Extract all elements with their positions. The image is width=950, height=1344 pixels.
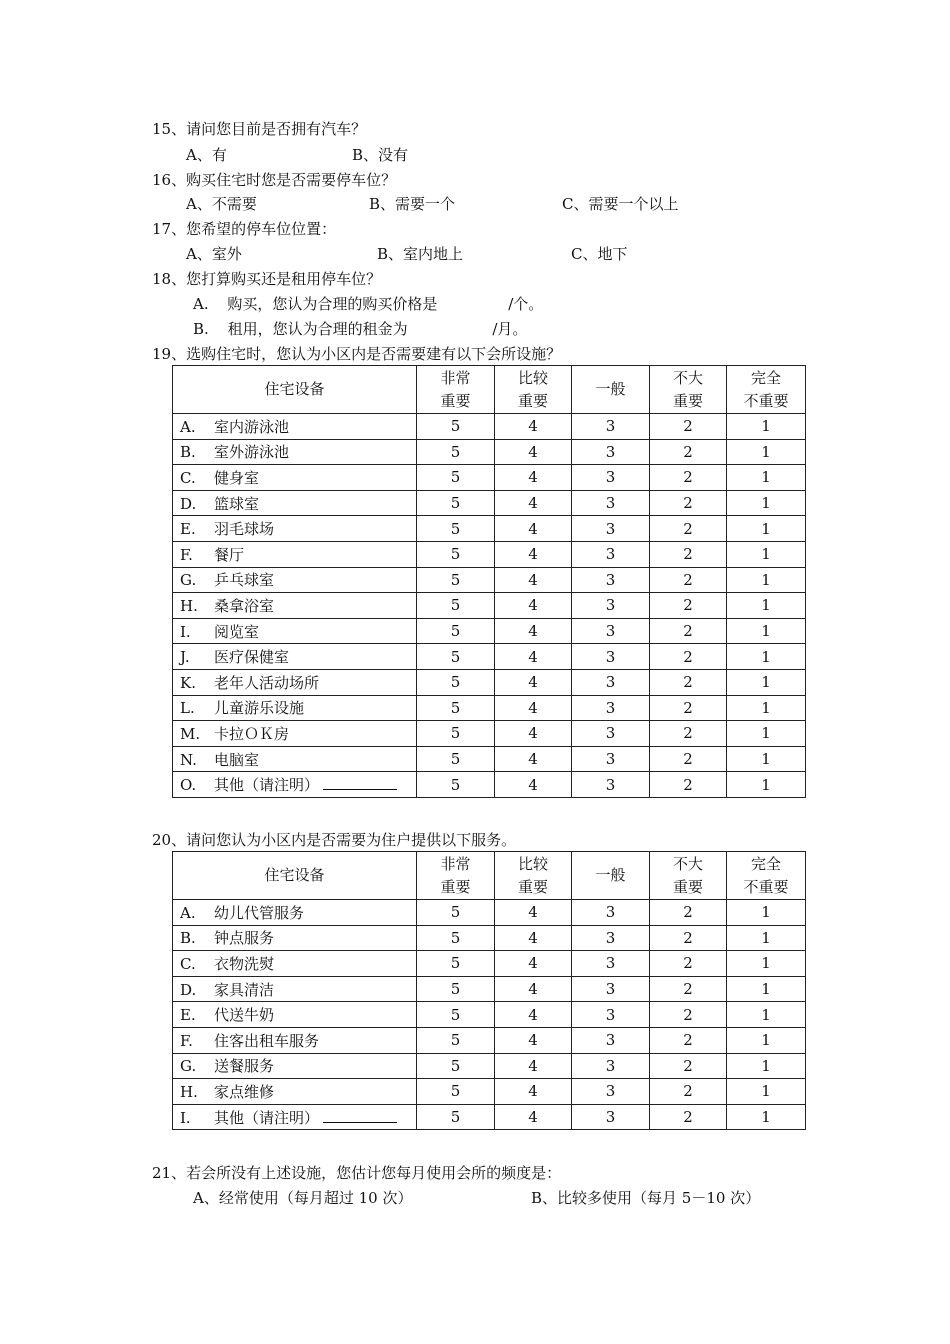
score-option[interactable]: 3	[572, 618, 650, 644]
table-row	[173, 465, 806, 491]
score-option[interactable]: 3	[572, 414, 650, 440]
row-letter: G.	[180, 1057, 197, 1076]
header-average: 一般	[572, 852, 650, 900]
table-row	[173, 1053, 806, 1079]
score-option[interactable]: 1	[727, 490, 806, 516]
row-label	[173, 490, 417, 516]
row-label	[173, 414, 417, 440]
question-19: 19、选购住宅时，您认为小区内是否需要建有以下会所设施？	[152, 345, 562, 363]
score-option[interactable]: 3	[572, 721, 650, 747]
q16-option-c[interactable]: C、需要一个以上	[562, 195, 679, 213]
row-letter: G.	[180, 571, 197, 590]
score-option[interactable]: 5	[417, 1104, 495, 1130]
score-option[interactable]: 5	[417, 721, 495, 747]
score-option[interactable]: 2	[650, 669, 727, 695]
score-option[interactable]: 5	[417, 490, 495, 516]
score-option[interactable]: 3	[572, 541, 650, 567]
table-row	[173, 976, 806, 1002]
row-letter: A.	[180, 417, 196, 436]
row-label	[173, 465, 417, 491]
score-option[interactable]: 1	[727, 746, 806, 772]
row-label	[173, 746, 417, 772]
row-item: 篮球室	[214, 494, 260, 513]
score-option[interactable]: 2	[650, 925, 727, 951]
header-fairly-important: 比较 重要	[495, 366, 572, 414]
table-row	[173, 618, 806, 644]
table-row	[173, 695, 806, 721]
score-option[interactable]: 3	[572, 490, 650, 516]
header-fairly-important: 比较 重要	[495, 852, 572, 900]
row-label	[173, 1002, 417, 1028]
table-header-row	[173, 852, 806, 900]
score-option[interactable]: 5	[417, 746, 495, 772]
score-option[interactable]: 3	[572, 567, 650, 593]
q18-b-letter: B.	[193, 320, 209, 338]
score-option[interactable]: 4	[495, 746, 572, 772]
question-16: 16、购买住宅时您是否需要停车位？	[152, 171, 397, 189]
row-letter: E.	[180, 520, 196, 539]
score-option[interactable]: 1	[727, 925, 806, 951]
row-label	[173, 439, 417, 465]
score-option[interactable]: 3	[572, 1027, 650, 1053]
q18-option-a[interactable]	[193, 293, 543, 314]
score-option[interactable]: 3	[572, 695, 650, 721]
table-row	[173, 1002, 806, 1028]
row-item: 其他（请注明）	[214, 776, 320, 795]
score-option[interactable]: 5	[417, 541, 495, 567]
score-option[interactable]: 5	[417, 644, 495, 670]
row-item: 室内游泳池	[214, 417, 290, 436]
row-item: 健身室	[214, 468, 260, 487]
score-option[interactable]: 1	[727, 593, 806, 619]
row-label	[173, 1104, 417, 1130]
table-header-row	[173, 366, 806, 414]
score-option[interactable]: 4	[495, 593, 572, 619]
score-option[interactable]: 5	[417, 465, 495, 491]
score-option[interactable]: 5	[417, 1079, 495, 1105]
table-row	[173, 721, 806, 747]
score-option[interactable]: 5	[417, 414, 495, 440]
score-option[interactable]: 5	[417, 900, 495, 926]
score-option[interactable]: 4	[495, 516, 572, 542]
table-row	[173, 1104, 806, 1130]
table-row	[173, 644, 806, 670]
score-option[interactable]: 3	[572, 772, 650, 798]
table-row	[173, 593, 806, 619]
table-row	[173, 1079, 806, 1105]
row-letter: L.	[180, 699, 195, 718]
score-option[interactable]: 2	[650, 567, 727, 593]
score-option[interactable]: 1	[727, 541, 806, 567]
row-item: 幼儿代管服务	[214, 903, 305, 922]
score-option[interactable]: 1	[727, 669, 806, 695]
q18-a-letter: A.	[193, 295, 209, 313]
row-label	[173, 567, 417, 593]
row-label	[173, 976, 417, 1002]
q15-option-b[interactable]: B、没有	[352, 146, 409, 164]
row-label	[173, 593, 417, 619]
header-very-important: 非常 重要	[417, 852, 495, 900]
score-option[interactable]: 4	[495, 490, 572, 516]
score-option[interactable]: 2	[650, 772, 727, 798]
question-17: 17、您希望的停车位位置：	[152, 220, 337, 238]
row-label	[173, 695, 417, 721]
score-option[interactable]: 1	[727, 721, 806, 747]
row-item: 老年人活动场所	[214, 673, 320, 692]
row-label	[173, 900, 417, 926]
row-letter: F.	[180, 1031, 193, 1050]
row-item: 餐厅	[214, 545, 245, 564]
row-item: 羽毛球场	[214, 520, 275, 539]
q15-option-a[interactable]: A、有	[186, 146, 227, 164]
score-option[interactable]: 1	[727, 1104, 806, 1130]
score-option[interactable]: 2	[650, 644, 727, 670]
row-letter: O.	[180, 776, 197, 795]
row-letter: M.	[180, 724, 201, 743]
table-row	[173, 567, 806, 593]
specify-blank[interactable]	[323, 1108, 397, 1123]
q17-option-c[interactable]: C、地下	[571, 245, 628, 263]
table-row	[173, 516, 806, 542]
score-option[interactable]: 5	[417, 976, 495, 1002]
score-option[interactable]: 1	[727, 1002, 806, 1028]
row-item: 卡拉ＯＫ房	[214, 724, 290, 743]
row-letter: B.	[180, 443, 196, 462]
score-option[interactable]: 2	[650, 490, 727, 516]
score-option[interactable]: 3	[572, 900, 650, 926]
score-option[interactable]: 2	[650, 1053, 727, 1079]
score-option[interactable]: 4	[495, 1053, 572, 1079]
score-option[interactable]: 2	[650, 1104, 727, 1130]
score-option[interactable]: 3	[572, 439, 650, 465]
score-option[interactable]: 5	[417, 1053, 495, 1079]
score-option[interactable]: 1	[727, 465, 806, 491]
row-item: 桑拿浴室	[214, 596, 275, 615]
row-letter: H.	[180, 1082, 198, 1101]
row-letter: C.	[180, 954, 196, 973]
row-item: 家具清洁	[214, 980, 275, 999]
score-option[interactable]: 5	[417, 772, 495, 798]
score-option[interactable]: 4	[495, 900, 572, 926]
row-label	[173, 618, 417, 644]
row-item: 室外游泳池	[214, 443, 290, 462]
row-letter: I.	[180, 1108, 191, 1127]
score-option[interactable]: 3	[572, 951, 650, 977]
row-label	[173, 541, 417, 567]
score-option[interactable]: 4	[495, 541, 572, 567]
header-not-important: 完全 不重要	[727, 366, 806, 414]
score-option[interactable]: 1	[727, 976, 806, 1002]
score-option[interactable]: 1	[727, 439, 806, 465]
row-label	[173, 951, 417, 977]
header-facility: 住宅设备	[173, 852, 417, 900]
question-21: 21、若会所没有上述设施，您估计您每月使用会所的频度是：	[152, 1164, 562, 1182]
row-letter: J.	[180, 648, 190, 667]
table-row	[173, 439, 806, 465]
question-20: 20、请问您认为小区内是否需要为住户提供以下服务。	[152, 831, 517, 849]
score-option[interactable]: 1	[727, 618, 806, 644]
score-option[interactable]: 2	[650, 951, 727, 977]
score-option[interactable]: 4	[495, 414, 572, 440]
score-option[interactable]: 3	[572, 746, 650, 772]
score-option[interactable]: 4	[495, 618, 572, 644]
score-option[interactable]: 2	[650, 900, 727, 926]
header-not-very-important: 不大 重要	[650, 852, 727, 900]
score-option[interactable]: 3	[572, 644, 650, 670]
table-row	[173, 925, 806, 951]
row-item: 代送牛奶	[214, 1006, 275, 1025]
table-row	[173, 541, 806, 567]
header-average: 一般	[572, 366, 650, 414]
score-option[interactable]: 5	[417, 925, 495, 951]
row-label	[173, 925, 417, 951]
score-option[interactable]: 5	[417, 695, 495, 721]
table-row	[173, 951, 806, 977]
score-option[interactable]: 4	[495, 1002, 572, 1028]
score-option[interactable]: 4	[495, 669, 572, 695]
score-option[interactable]: 2	[650, 976, 727, 1002]
q18-b-unit: /月。	[492, 320, 528, 338]
row-letter: A.	[180, 903, 196, 922]
score-option[interactable]: 1	[727, 516, 806, 542]
row-label	[173, 644, 417, 670]
score-option[interactable]: 4	[495, 695, 572, 721]
score-option[interactable]: 1	[727, 644, 806, 670]
score-option[interactable]: 4	[495, 644, 572, 670]
q18-a-unit: /个。	[508, 295, 544, 313]
score-option[interactable]: 5	[417, 618, 495, 644]
score-option[interactable]: 3	[572, 1002, 650, 1028]
score-option[interactable]: 5	[417, 516, 495, 542]
score-option[interactable]: 1	[727, 695, 806, 721]
row-label	[173, 721, 417, 747]
table-row	[173, 490, 806, 516]
score-option[interactable]: 1	[727, 1053, 806, 1079]
table-row	[173, 746, 806, 772]
row-item: 送餐服务	[214, 1057, 275, 1076]
score-option[interactable]: 4	[495, 465, 572, 491]
score-option[interactable]: 2	[650, 516, 727, 542]
row-letter: D.	[180, 980, 197, 999]
question-18: 18、您打算购买还是租用停车位？	[152, 270, 382, 288]
row-letter: E.	[180, 1006, 196, 1025]
score-option[interactable]: 1	[727, 951, 806, 977]
score-option[interactable]: 3	[572, 669, 650, 695]
score-option[interactable]: 1	[727, 1027, 806, 1053]
row-item: 家点维修	[214, 1082, 275, 1101]
score-option[interactable]: 4	[495, 1104, 572, 1130]
score-option[interactable]: 2	[650, 414, 727, 440]
row-item: 钟点服务	[214, 929, 275, 948]
score-option[interactable]: 1	[727, 772, 806, 798]
specify-blank[interactable]	[323, 775, 397, 790]
score-option[interactable]: 3	[572, 1104, 650, 1130]
row-letter: I.	[180, 622, 191, 641]
services-table	[172, 851, 806, 1130]
score-option[interactable]: 4	[495, 1027, 572, 1053]
score-option[interactable]: 4	[495, 721, 572, 747]
facilities-table	[172, 365, 806, 798]
q17-option-b[interactable]: B、室内地上	[377, 245, 464, 263]
q16-option-a[interactable]: A、不需要	[186, 195, 257, 213]
score-option[interactable]: 1	[727, 1079, 806, 1105]
header-very-important: 非常 重要	[417, 366, 495, 414]
score-option[interactable]: 2	[650, 746, 727, 772]
row-letter: K.	[180, 673, 196, 692]
score-option[interactable]: 2	[650, 1002, 727, 1028]
score-option[interactable]: 3	[572, 516, 650, 542]
score-option[interactable]: 3	[572, 465, 650, 491]
score-option[interactable]: 5	[417, 439, 495, 465]
row-letter: N.	[180, 750, 197, 769]
row-label	[173, 669, 417, 695]
q18-option-b[interactable]	[193, 318, 527, 339]
score-option[interactable]: 1	[727, 567, 806, 593]
row-item: 住客出租车服务	[214, 1031, 320, 1050]
score-option[interactable]: 2	[650, 721, 727, 747]
score-option[interactable]: 5	[417, 1027, 495, 1053]
score-option[interactable]: 2	[650, 1079, 727, 1105]
score-option[interactable]: 2	[650, 618, 727, 644]
score-option[interactable]: 4	[495, 772, 572, 798]
row-label	[173, 1027, 417, 1053]
header-not-important: 完全 不重要	[727, 852, 806, 900]
row-item: 衣物洗熨	[214, 954, 275, 973]
score-option[interactable]: 4	[495, 976, 572, 1002]
score-option[interactable]: 4	[495, 567, 572, 593]
row-item: 其他（请注明）	[214, 1108, 320, 1127]
score-option[interactable]: 4	[495, 951, 572, 977]
score-option[interactable]: 4	[495, 925, 572, 951]
score-option[interactable]: 5	[417, 669, 495, 695]
score-option[interactable]: 2	[650, 695, 727, 721]
row-letter: B.	[180, 929, 196, 948]
score-option[interactable]: 2	[650, 439, 727, 465]
score-option[interactable]: 5	[417, 1002, 495, 1028]
row-label	[173, 516, 417, 542]
score-option[interactable]: 5	[417, 951, 495, 977]
score-option[interactable]: 3	[572, 925, 650, 951]
q18-a-text: 购买，您认为合理的购买价格是	[227, 295, 438, 313]
table-row	[173, 900, 806, 926]
q16-option-b[interactable]: B、需要一个	[369, 195, 456, 213]
row-letter: F.	[180, 545, 193, 564]
score-option[interactable]: 3	[572, 1053, 650, 1079]
table-row	[173, 772, 806, 798]
row-item: 电脑室	[214, 750, 260, 769]
row-item: 阅览室	[214, 622, 260, 641]
score-option[interactable]: 2	[650, 541, 727, 567]
score-option[interactable]: 1	[727, 414, 806, 440]
score-option[interactable]: 2	[650, 465, 727, 491]
score-option[interactable]: 3	[572, 593, 650, 619]
row-letter: C.	[180, 468, 196, 487]
table-row	[173, 414, 806, 440]
question-15: 15、请问您目前是否拥有汽车？	[152, 120, 367, 138]
row-label	[173, 1053, 417, 1079]
score-option[interactable]: 3	[572, 1079, 650, 1105]
q21-option-a[interactable]: A、经常使用（每月超过 10 次）	[193, 1189, 413, 1207]
table-row	[173, 669, 806, 695]
q17-option-a[interactable]: A、室外	[186, 245, 242, 263]
score-option[interactable]: 5	[417, 593, 495, 619]
row-label	[173, 772, 417, 798]
row-item: 乒乓球室	[214, 571, 275, 590]
row-letter: H.	[180, 596, 198, 615]
score-option[interactable]: 1	[727, 900, 806, 926]
score-option[interactable]: 4	[495, 1079, 572, 1105]
row-letter: D.	[180, 494, 197, 513]
score-option[interactable]: 2	[650, 1027, 727, 1053]
score-option[interactable]: 3	[572, 976, 650, 1002]
score-option[interactable]: 2	[650, 593, 727, 619]
score-option[interactable]: 4	[495, 439, 572, 465]
table-row	[173, 1027, 806, 1053]
row-item: 儿童游乐设施	[214, 699, 305, 718]
header-not-very-important: 不大 重要	[650, 366, 727, 414]
score-option[interactable]: 5	[417, 567, 495, 593]
q18-b-text: 租用，您认为合理的租金为	[227, 320, 408, 338]
header-facility: 住宅设备	[173, 366, 417, 414]
row-label	[173, 1079, 417, 1105]
row-item: 医疗保健室	[214, 648, 290, 667]
q21-option-b[interactable]: B、比较多使用（每月 5－10 次）	[531, 1189, 761, 1207]
